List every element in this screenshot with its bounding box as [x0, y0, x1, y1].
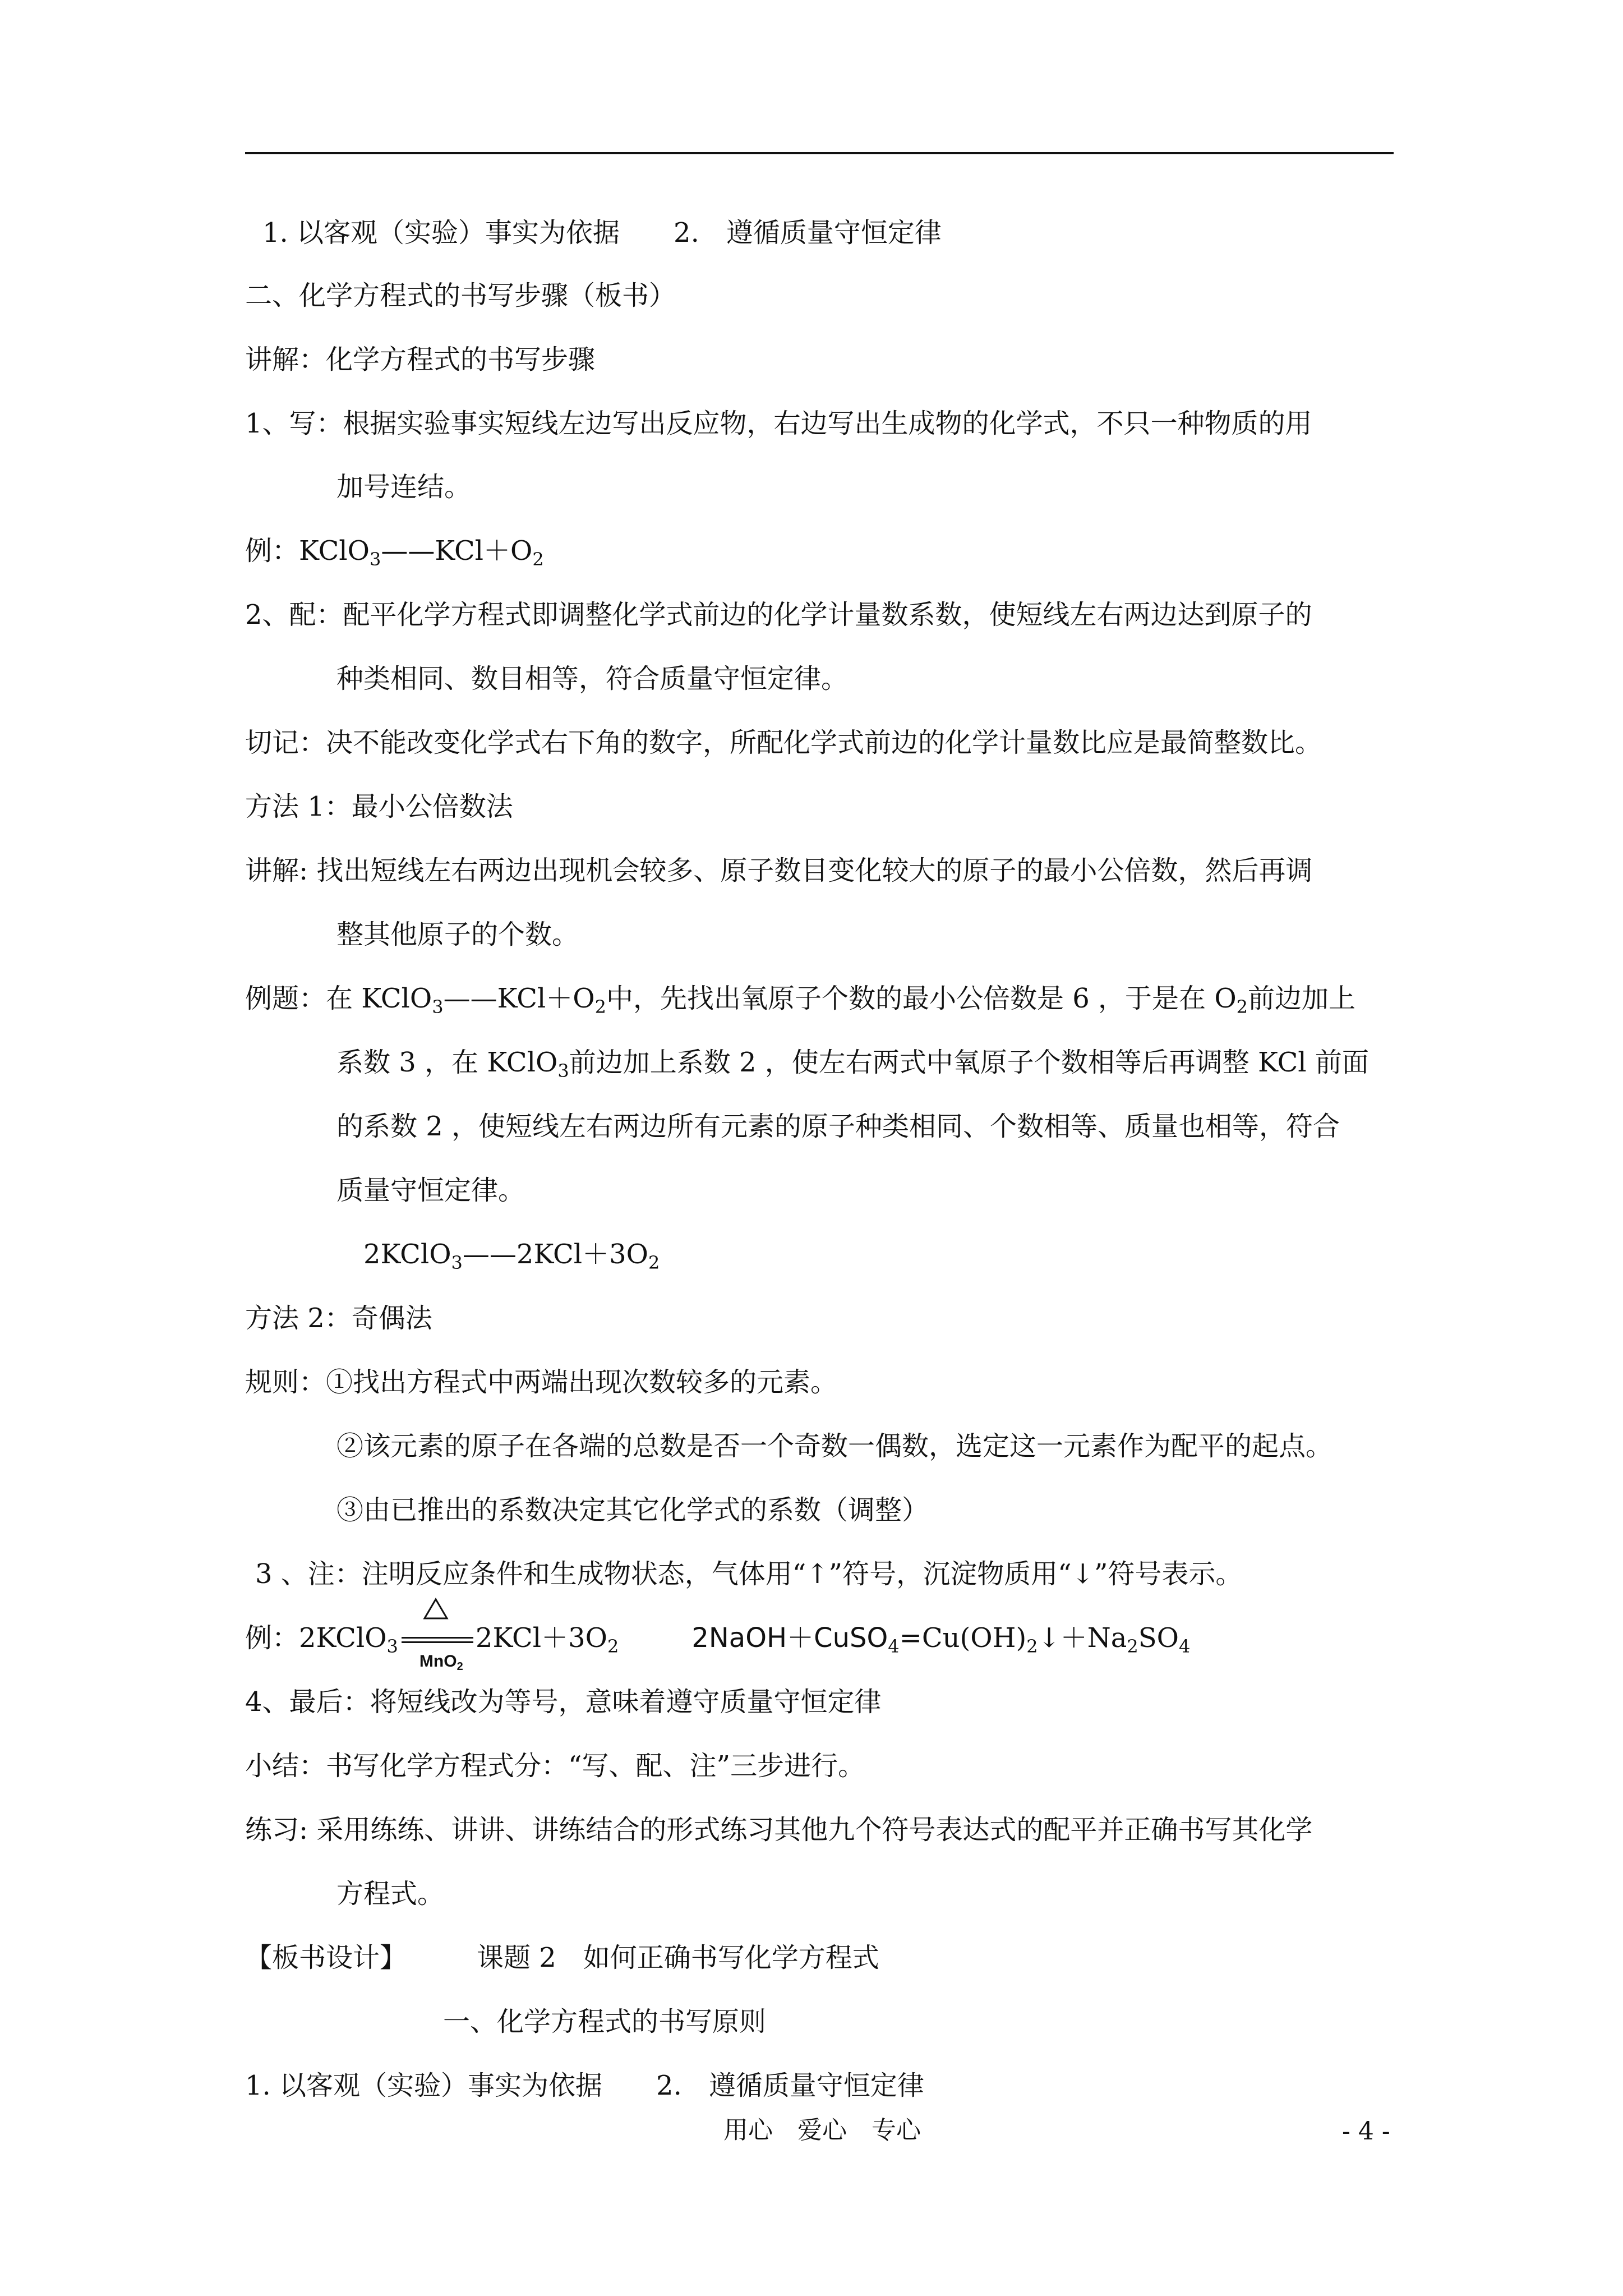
worked-example-line-2: 系数 3 ，在 KClO$_3$前边加上系数 2 ，使左右两式中氧原子个数相等后再调整 KCl 前面	[336, 1047, 1369, 1082]
footer-motto: 用心 爱心 专心	[723, 2116, 921, 2145]
example-equation-1: 例：$KClO_3——KCl+O_2$	[245, 535, 544, 570]
practice: 练习: 采用练练、讲讲、讲练结合的形式练习其他九个符号表达式的配平并正确书写其化学	[245, 1814, 1313, 1846]
step2-balance-cont: 种类相同、数目相等，符合质量守恒定律。	[336, 663, 849, 694]
rule-1: 规则：①找出方程式中两端出现次数较多的元素。	[245, 1366, 838, 1398]
step1-write-cont: 加号连结。	[336, 471, 472, 503]
method-1-explain-cont: 整其他原子的个数。	[336, 919, 579, 950]
example-equation-conditions: 例：2KClO$_3$ MnO$_2$ $2KCl+3O_2$ $2NaOH+CuSO_4=Cu(OH)_2↓+Na_2SO_4$	[245, 1621, 1190, 1655]
board-design-label: 【板书设计】	[245, 1942, 407, 1973]
balanced-equation: $2KClO_3——2KCl+3O_2$	[363, 1239, 660, 1273]
catalyst-label: MnO$_2$	[419, 1652, 463, 1673]
method-1-explain: 讲解: 找出短线左右两边出现机会较多、原子数目变化较大的原子的最小公倍数，然后再调	[245, 855, 1313, 886]
worked-example-line-1: 例题：在 $KClO_3——KCl+O_2$中，先找出氧原子个数的最小公倍数是 6 ，于是在 $O_2$前边加上	[245, 983, 1356, 1018]
summary: 小结：书写化学方程式分：“写、配、注”三步进行。	[245, 1750, 865, 1782]
page-number: - 4 -	[1342, 2117, 1390, 2146]
worked-example-line-4: 质量守恒定律。	[336, 1175, 525, 1206]
line-principles-top: 1. 以客观（实验）事实为依据 2. 遵循质量守恒定律	[262, 217, 942, 249]
board-design-heading: 一、化学方程式的书写原则	[443, 2006, 767, 2037]
header-rule	[245, 152, 1394, 154]
step1-write: 1、写：根据实验事实短线左边写出反应物，右边写出生成物的化学式，不只一种物质的用	[245, 408, 1312, 439]
practice-cont: 方程式。	[336, 1878, 445, 1910]
step4-final: 4、最后：将短线改为等号，意味着遵守质量守恒定律	[245, 1686, 882, 1718]
board-design-title: 课题 2 如何正确书写化学方程式	[477, 1942, 879, 1973]
step2-balance: 2、配：配平化学方程式即调整化学式前边的化学计量数系数，使短线左右两边达到原子的	[245, 599, 1312, 631]
step3-annotate: 3 、注：注明反应条件和生成物状态，气体用“↑”符号，沉淀物质用“↓”符号表示。	[255, 1558, 1243, 1590]
rule-3: ③由已推出的系数决定其它化学式的系数（调整）	[336, 1494, 929, 1526]
heat-triangle-icon	[423, 1598, 449, 1620]
explain-steps: 讲解：化学方程式的书写步骤	[245, 344, 596, 375]
worked-example-line-3: 的系数 2 ，使短线左右两边所有元素的原子种类相同、个数相等、质量也相等，符合	[336, 1111, 1340, 1142]
method-1-heading: 方法 1：最小公倍数法	[245, 791, 513, 822]
method-2-heading: 方法 2：奇偶法	[245, 1303, 432, 1334]
rule-2: ②该元素的原子在各端的总数是否一个奇数一偶数，选定这一元素作为配平的起点。	[336, 1430, 1333, 1462]
remember-note: 切记：决不能改变化学式右下角的数字，所配化学式前边的化学计量数比应是最简整数比。	[245, 727, 1322, 758]
section-heading-steps: 二、化学方程式的书写步骤（板书）	[245, 280, 676, 311]
board-design-principles: 1. 以客观（实验）事实为依据 2. 遵循质量守恒定律	[245, 2070, 924, 2101]
reaction-condition-arrow	[398, 1621, 476, 1673]
